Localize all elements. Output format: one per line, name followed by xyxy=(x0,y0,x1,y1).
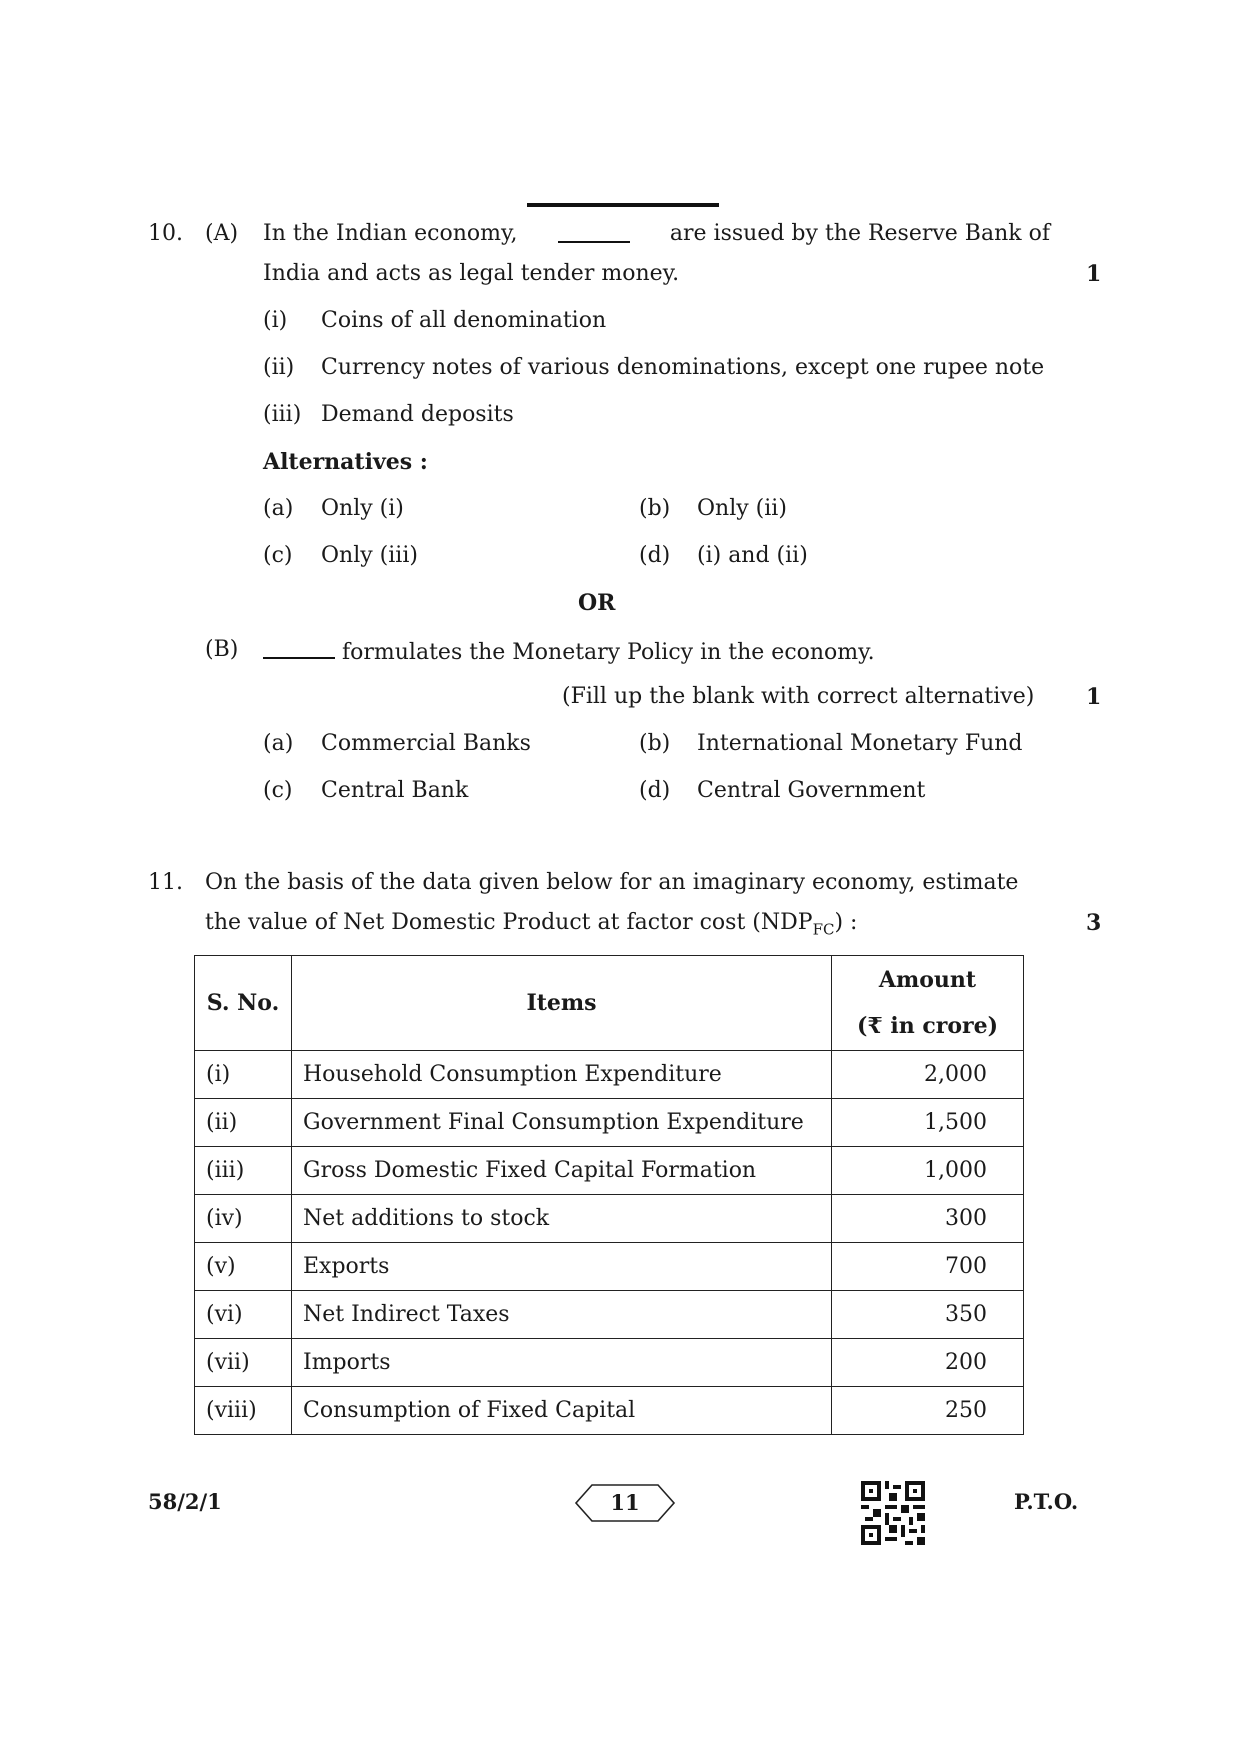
table-row xyxy=(195,1243,1024,1291)
q10b-label: (B) xyxy=(205,637,239,662)
table-row xyxy=(195,1051,1024,1099)
cell-item: Consumption of Fixed Capital xyxy=(292,1387,832,1435)
q10a-line1 xyxy=(263,221,1050,246)
q10b-marks: 1 xyxy=(1086,684,1102,710)
option-label: (b) xyxy=(639,731,671,756)
q10-number: 10. xyxy=(148,221,183,246)
qr-code-icon xyxy=(861,1481,925,1545)
cell-item: Imports xyxy=(292,1339,832,1387)
table-header-row xyxy=(195,956,1024,1051)
or-divider: OR xyxy=(578,590,616,616)
q10a-blank xyxy=(558,221,630,243)
cell-item: Net Indirect Taxes xyxy=(292,1291,832,1339)
page-number: 11 xyxy=(610,1490,640,1515)
table-row xyxy=(195,1339,1024,1387)
statement-num: (iii) xyxy=(263,402,302,427)
cell-sno: (vii) xyxy=(195,1339,292,1387)
cell-amount: 2,000 xyxy=(832,1051,1024,1099)
statement-text: Demand deposits xyxy=(321,402,514,427)
cell-amount: 350 xyxy=(832,1291,1024,1339)
table-row xyxy=(195,1147,1024,1195)
option-text: (i) and (ii) xyxy=(697,543,808,568)
table-row xyxy=(195,1387,1024,1435)
statement-text: Currency notes of various denominations, except one rupee note xyxy=(321,355,1045,380)
cell-item: Household Consumption Expenditure xyxy=(292,1051,832,1099)
top-rule xyxy=(527,203,719,207)
cell-amount: 700 xyxy=(832,1243,1024,1291)
cell-sno: (iii) xyxy=(195,1147,292,1195)
q11-number: 11. xyxy=(148,870,183,895)
cell-item: Net additions to stock xyxy=(292,1195,832,1243)
option-label: (a) xyxy=(263,496,294,521)
option-text: Central Bank xyxy=(321,778,469,803)
statement-num: (i) xyxy=(263,308,288,333)
header-amount xyxy=(832,956,1024,1051)
statement-text: Coins of all denomination xyxy=(321,308,607,333)
option-text: Commercial Banks xyxy=(321,731,531,756)
q10a-text-after: are issued by the Reserve Bank of xyxy=(669,221,1050,246)
option-label: (d) xyxy=(639,778,671,803)
cell-sno: (viii) xyxy=(195,1387,292,1435)
option-label: (a) xyxy=(263,731,294,756)
cell-sno: (i) xyxy=(195,1051,292,1099)
paper-code: 58/2/1 xyxy=(148,1489,222,1514)
q10a-line2: India and acts as legal tender money. xyxy=(263,261,680,286)
q11-line2-text: the value of Net Domestic Product at factor cost (NDP xyxy=(205,910,813,935)
page-number-badge xyxy=(574,1483,676,1523)
q11-line2-end: ) : xyxy=(834,910,858,935)
q11-line2 xyxy=(205,910,857,938)
cell-item: Exports xyxy=(292,1243,832,1291)
q10a-label: (A) xyxy=(205,221,239,246)
cell-item: Government Final Consumption Expenditure xyxy=(292,1099,832,1147)
cell-sno: (vi) xyxy=(195,1291,292,1339)
pto-text: P.T.O. xyxy=(1014,1489,1079,1514)
option-text: Only (ii) xyxy=(697,496,787,521)
option-text: Central Government xyxy=(697,778,926,803)
table-row xyxy=(195,1291,1024,1339)
cell-item: Gross Domestic Fixed Capital Formation xyxy=(292,1147,832,1195)
statement-num: (ii) xyxy=(263,355,295,380)
cell-amount: 250 xyxy=(832,1387,1024,1435)
cell-amount: 200 xyxy=(832,1339,1024,1387)
option-label: (d) xyxy=(639,543,671,568)
cell-amount: 1,000 xyxy=(832,1147,1024,1195)
header-amount-line1: Amount xyxy=(878,967,977,993)
option-label: (c) xyxy=(263,543,293,568)
q10b-line xyxy=(263,637,875,665)
header-items: Items xyxy=(292,956,832,1051)
cell-amount: 300 xyxy=(832,1195,1024,1243)
cell-sno: (ii) xyxy=(195,1099,292,1147)
q10a-text-before: In the Indian economy, xyxy=(263,221,518,246)
header-amount-line2: (₹ in crore) xyxy=(856,1013,999,1039)
cell-sno: (iv) xyxy=(195,1195,292,1243)
option-text: International Monetary Fund xyxy=(697,731,1023,756)
cell-amount: 1,500 xyxy=(832,1099,1024,1147)
option-text: Only (iii) xyxy=(321,543,418,568)
table-row xyxy=(195,1195,1024,1243)
q11-line1: On the basis of the data given below for an imaginary economy, estimate xyxy=(205,870,1019,895)
table-row xyxy=(195,1099,1024,1147)
data-table xyxy=(194,955,1024,1435)
option-text: Only (i) xyxy=(321,496,404,521)
option-label: (b) xyxy=(639,496,671,521)
q11-subscript: FC xyxy=(812,920,835,939)
option-label: (c) xyxy=(263,778,293,803)
q10b-blank xyxy=(263,637,335,659)
q10a-marks: 1 xyxy=(1086,261,1102,287)
cell-sno: (v) xyxy=(195,1243,292,1291)
q10b-text: formulates the Monetary Policy in the economy. xyxy=(342,640,875,665)
header-sno: S. No. xyxy=(195,956,292,1051)
q11-marks: 3 xyxy=(1086,910,1102,936)
alternatives-heading: Alternatives : xyxy=(263,449,428,475)
q10b-instruction: (Fill up the blank with correct alternative) xyxy=(562,684,1035,709)
